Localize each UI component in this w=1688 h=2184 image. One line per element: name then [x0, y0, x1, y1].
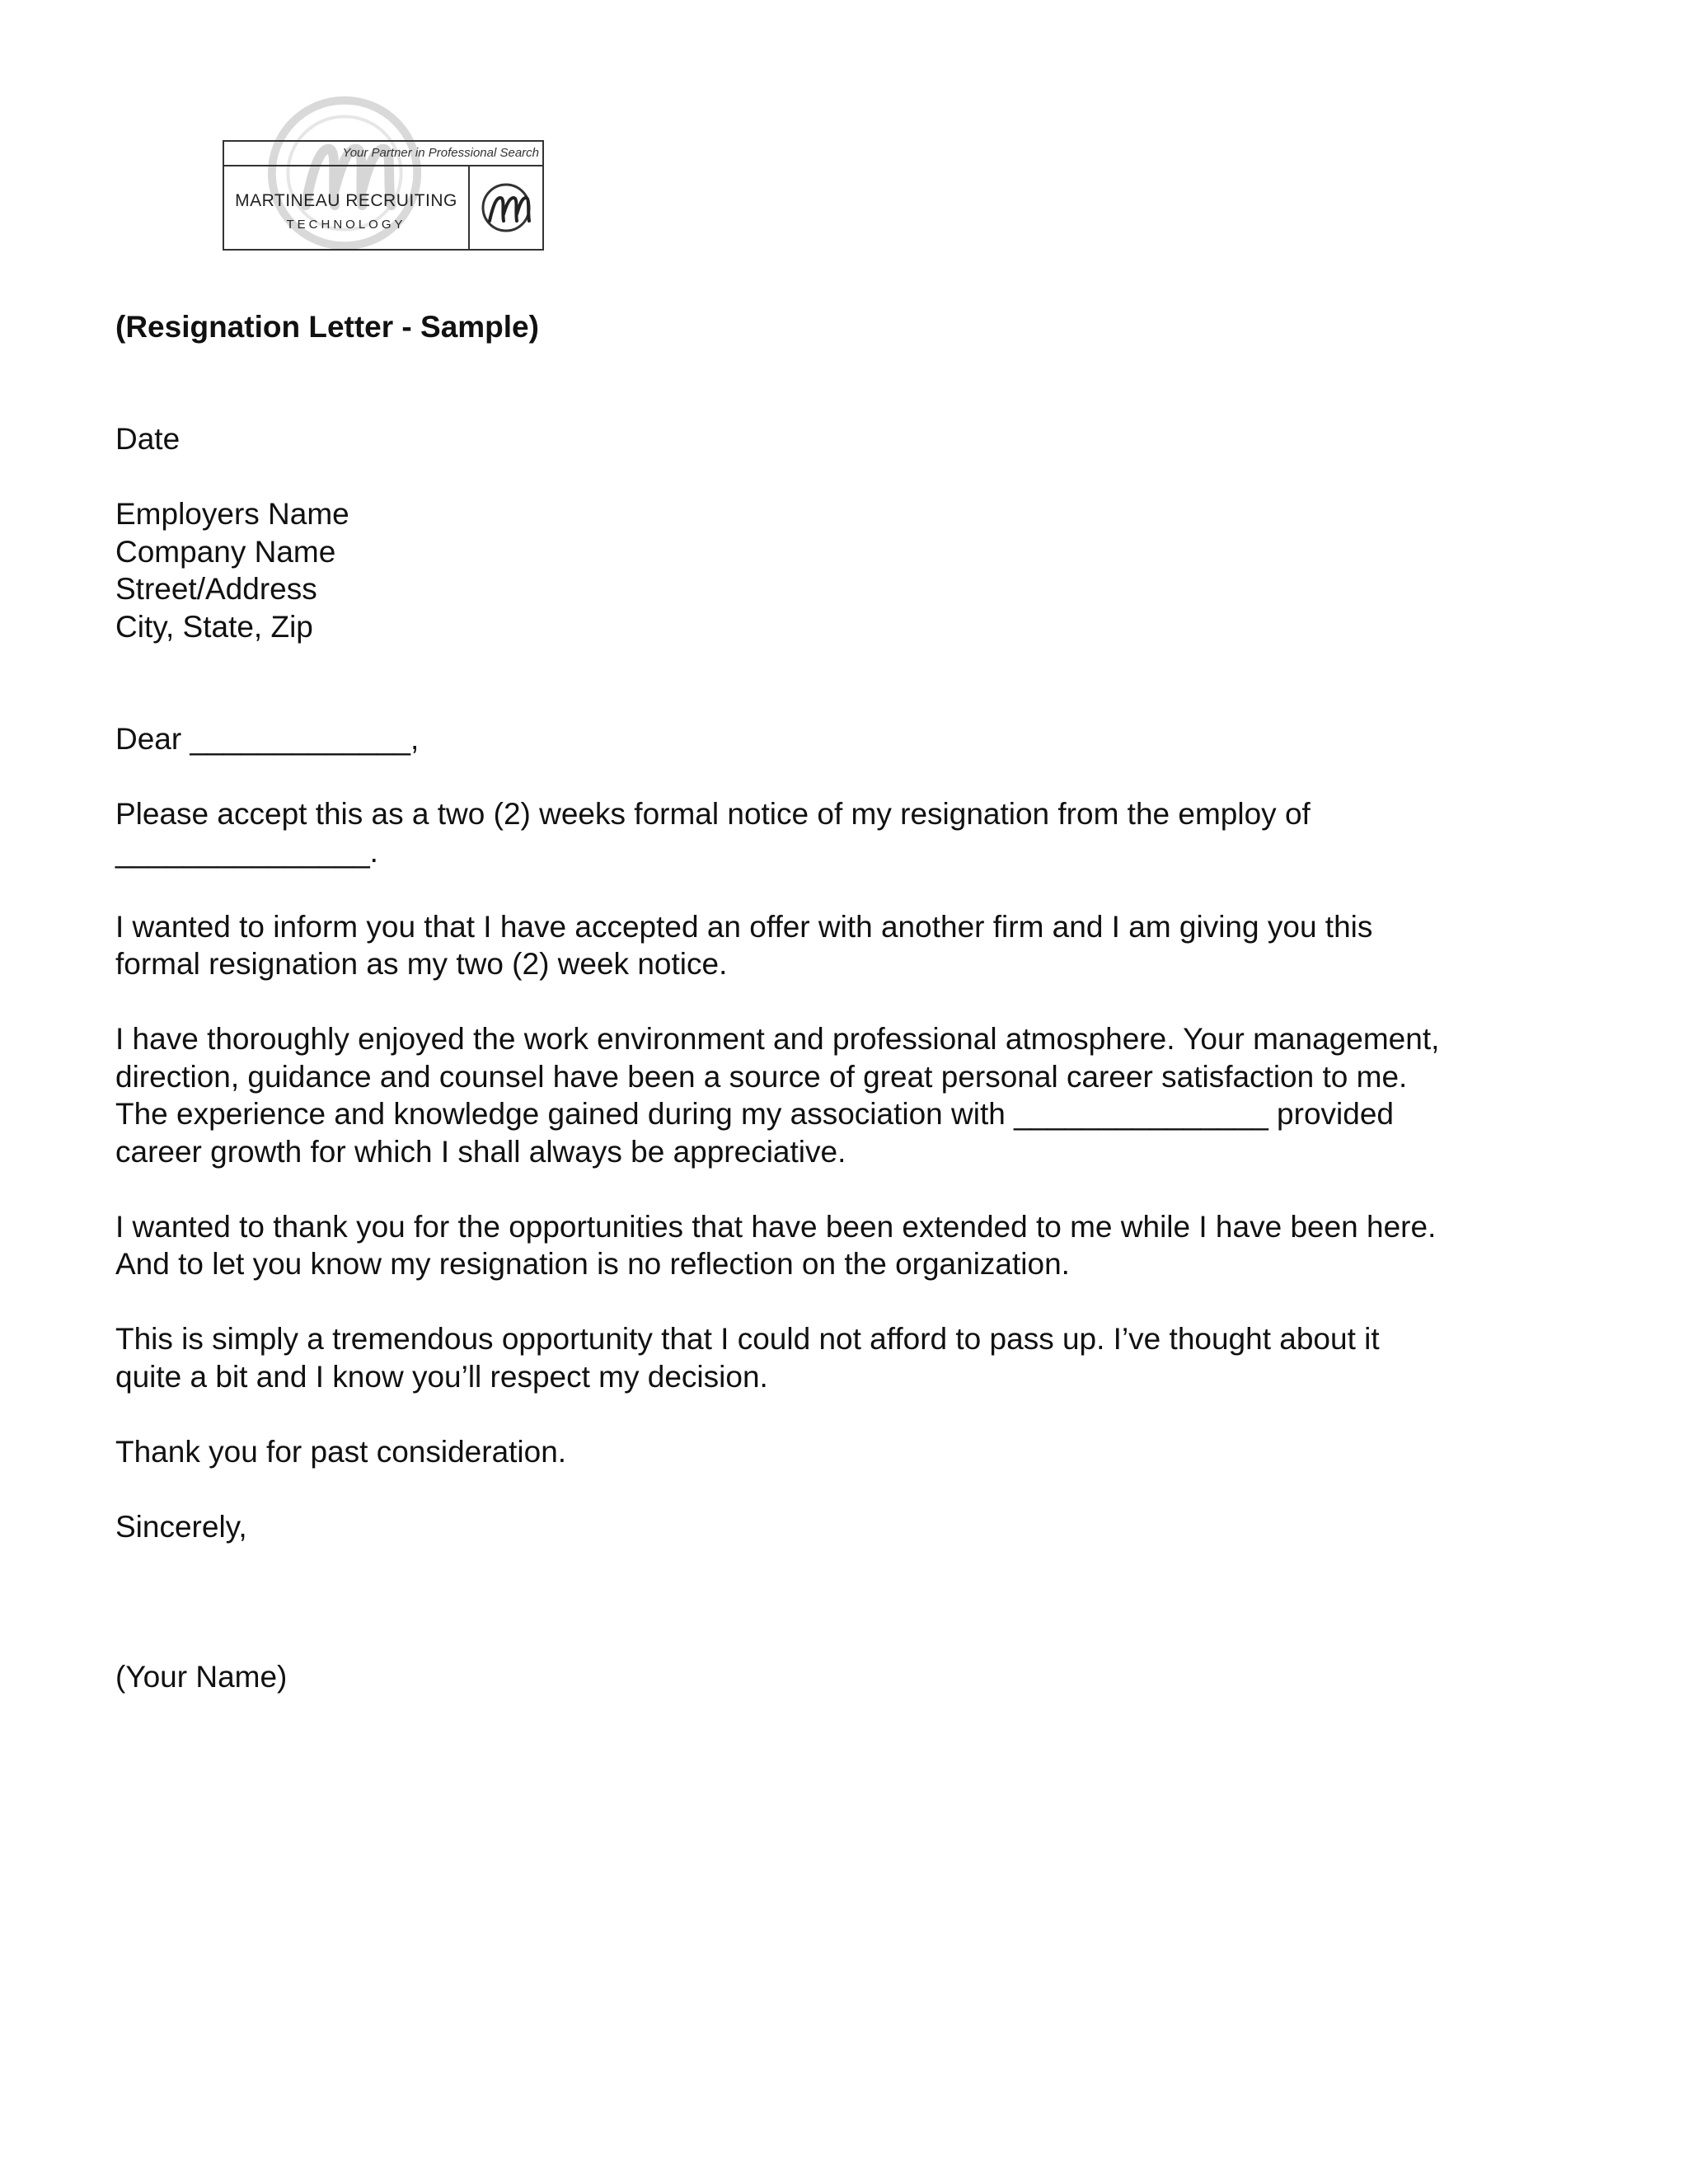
- address-line: Company Name: [115, 535, 336, 569]
- paragraph-line: This is simply a tremendous opportunity that I could not afford to pass up. I’ve thought about it: [115, 1322, 1380, 1356]
- company-logo: [223, 92, 547, 254]
- closing: Sincerely,: [115, 1510, 247, 1544]
- paragraph-line: quite a bit and I know you’ll respect my decision.: [115, 1360, 768, 1394]
- address-line: City, State, Zip: [115, 610, 313, 644]
- paragraph-line: And to let you know my resignation is no reflection on the organization.: [115, 1247, 1070, 1281]
- paragraph-line: Thank you for past consideration.: [115, 1435, 567, 1469]
- logo-frame: [223, 140, 544, 251]
- logo-division-name: TECHNOLOGY: [286, 218, 406, 232]
- address-line: Street/Address: [115, 572, 317, 606]
- paragraph-line: I wanted to thank you for the opportunities that have been extended to me while I have been here.: [115, 1210, 1437, 1244]
- salutation: Dear _____________,: [115, 722, 420, 756]
- paragraph-line: formal resignation as my two (2) week notice.: [115, 947, 728, 981]
- logo-tagline: Your Partner in Professional Search: [224, 142, 542, 166]
- letter-title: (Resignation Letter - Sample): [115, 310, 539, 344]
- logo-wordmark: [224, 166, 470, 249]
- paragraph-line: I have thoroughly enjoyed the work environment and professional atmosphere. Your management,: [115, 1022, 1440, 1056]
- letter-date: Date: [115, 422, 181, 456]
- signature-name: (Your Name): [115, 1660, 288, 1694]
- paragraph-line: Please accept this as a two (2) weeks formal notice of my resignation from the employ of: [115, 797, 1311, 831]
- m-monogram-icon: [470, 166, 542, 249]
- paragraph-line: The experience and knowledge gained during my association with _______________ provided: [115, 1097, 1394, 1131]
- paragraph-line: career growth for which I shall always be appreciative.: [115, 1135, 846, 1169]
- paragraph-line: _______________.: [115, 835, 378, 869]
- address-line: Employers Name: [115, 497, 349, 531]
- paragraph-line: direction, guidance and counsel have been a source of great personal career satisfaction to me.: [115, 1060, 1408, 1094]
- logo-company-name: MARTINEAU RECRUITING: [235, 191, 457, 210]
- paragraph-line: I wanted to inform you that I have accepted an offer with another firm and I am giving you this: [115, 910, 1373, 944]
